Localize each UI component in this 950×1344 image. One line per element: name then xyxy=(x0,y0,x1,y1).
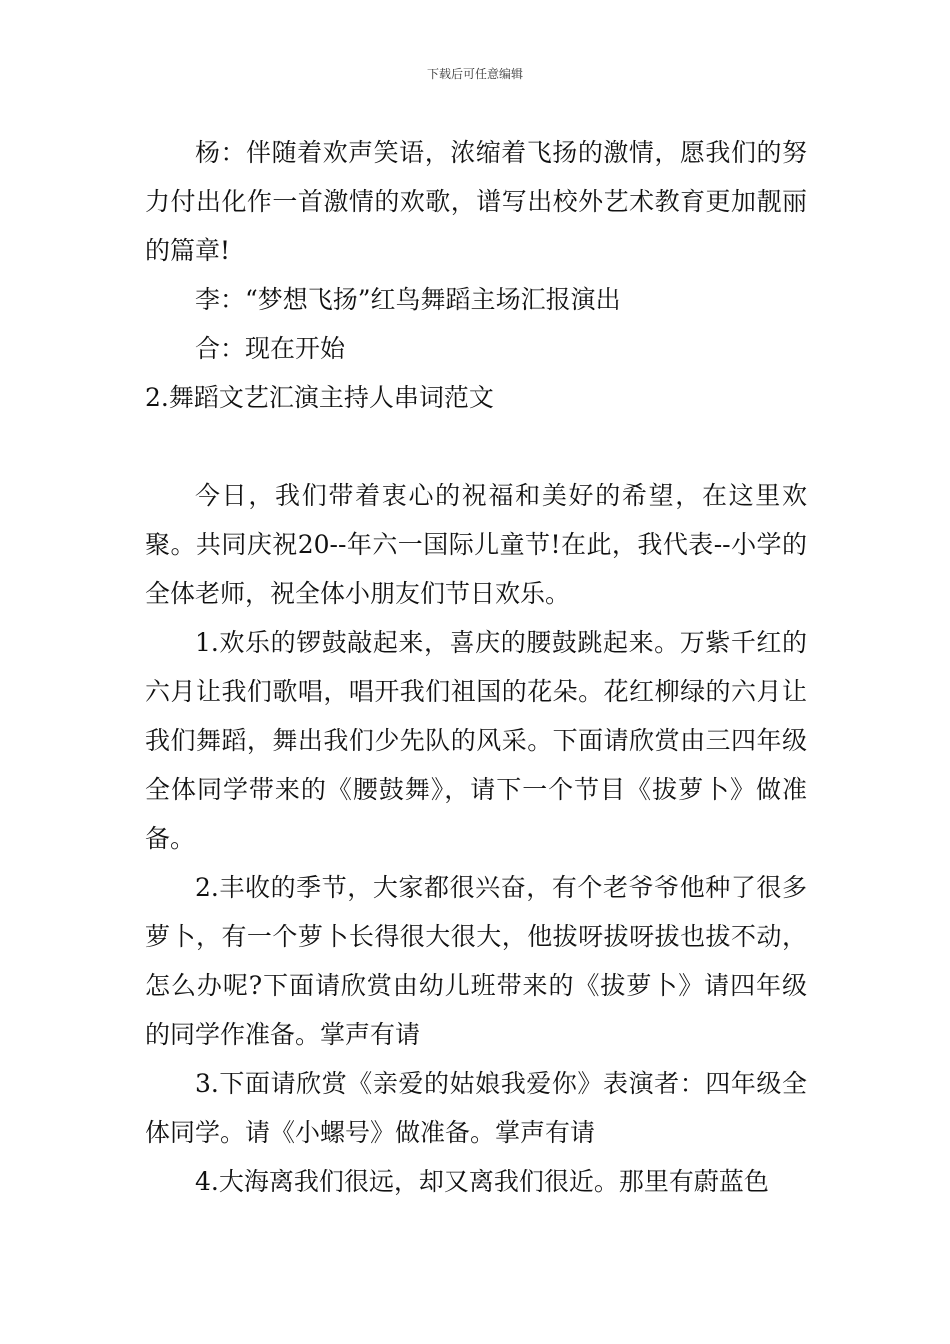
document-body xyxy=(145,128,807,1206)
paragraph-item-2: 2.丰收的季节，大家都很兴奋，有个老爷爷他种了很多萝卜，有一个萝卜长得很大很大，他拔呀拔呀拔也拔不动，怎么办呢?下面请欣赏由幼儿班带来的《拔萝卜》请四年级的同学作准备。掌声有请 xyxy=(145,873,807,1049)
paragraph-closing-li: 李：“梦想飞扬”红鸟舞蹈主场汇报演出 xyxy=(195,285,621,314)
paragraph-item-1: 1.欢乐的锣鼓敲起来，喜庆的腰鼓跳起来。万紫千红的六月让我们歌唱，唱开我们祖国的花朵。花红柳绿的六月让我们舞蹈，舞出我们少先队的风采。下面请欣赏由三四年级全体同学带来的《腰鼓舞》，请下一个节目《拔萝卜》做准备。 xyxy=(145,628,807,853)
section-title: 2.舞蹈文艺汇演主持人串词范文 xyxy=(145,383,494,412)
paragraph-closing-yang: 杨：伴随着欢声笑语，浓缩着飞扬的激情，愿我们的努力付出化作一首激情的欢歌，谱写出校外艺术教育更加靓丽的篇章! xyxy=(145,138,807,265)
paragraph-intro: 今日，我们带着衷心的祝福和美好的希望，在这里欢聚。共同庆祝20--年六一国际儿童节!在此，我代表--小学的全体老师，祝全体小朋友们节日欢乐。 xyxy=(145,481,807,608)
blank-line xyxy=(145,422,807,471)
page-header: 下载后可任意编辑 xyxy=(426,67,523,81)
paragraph-closing-he: 合：现在开始 xyxy=(195,334,346,363)
paragraph-item-3: 3.下面请欣赏《亲爱的姑娘我爱你》表演者：四年级全体同学。请《小螺号》做准备。掌声有请 xyxy=(145,1069,807,1147)
paragraph-item-4: 4.大海离我们很远，却又离我们很近。那里有蔚蓝色 xyxy=(195,1167,769,1196)
